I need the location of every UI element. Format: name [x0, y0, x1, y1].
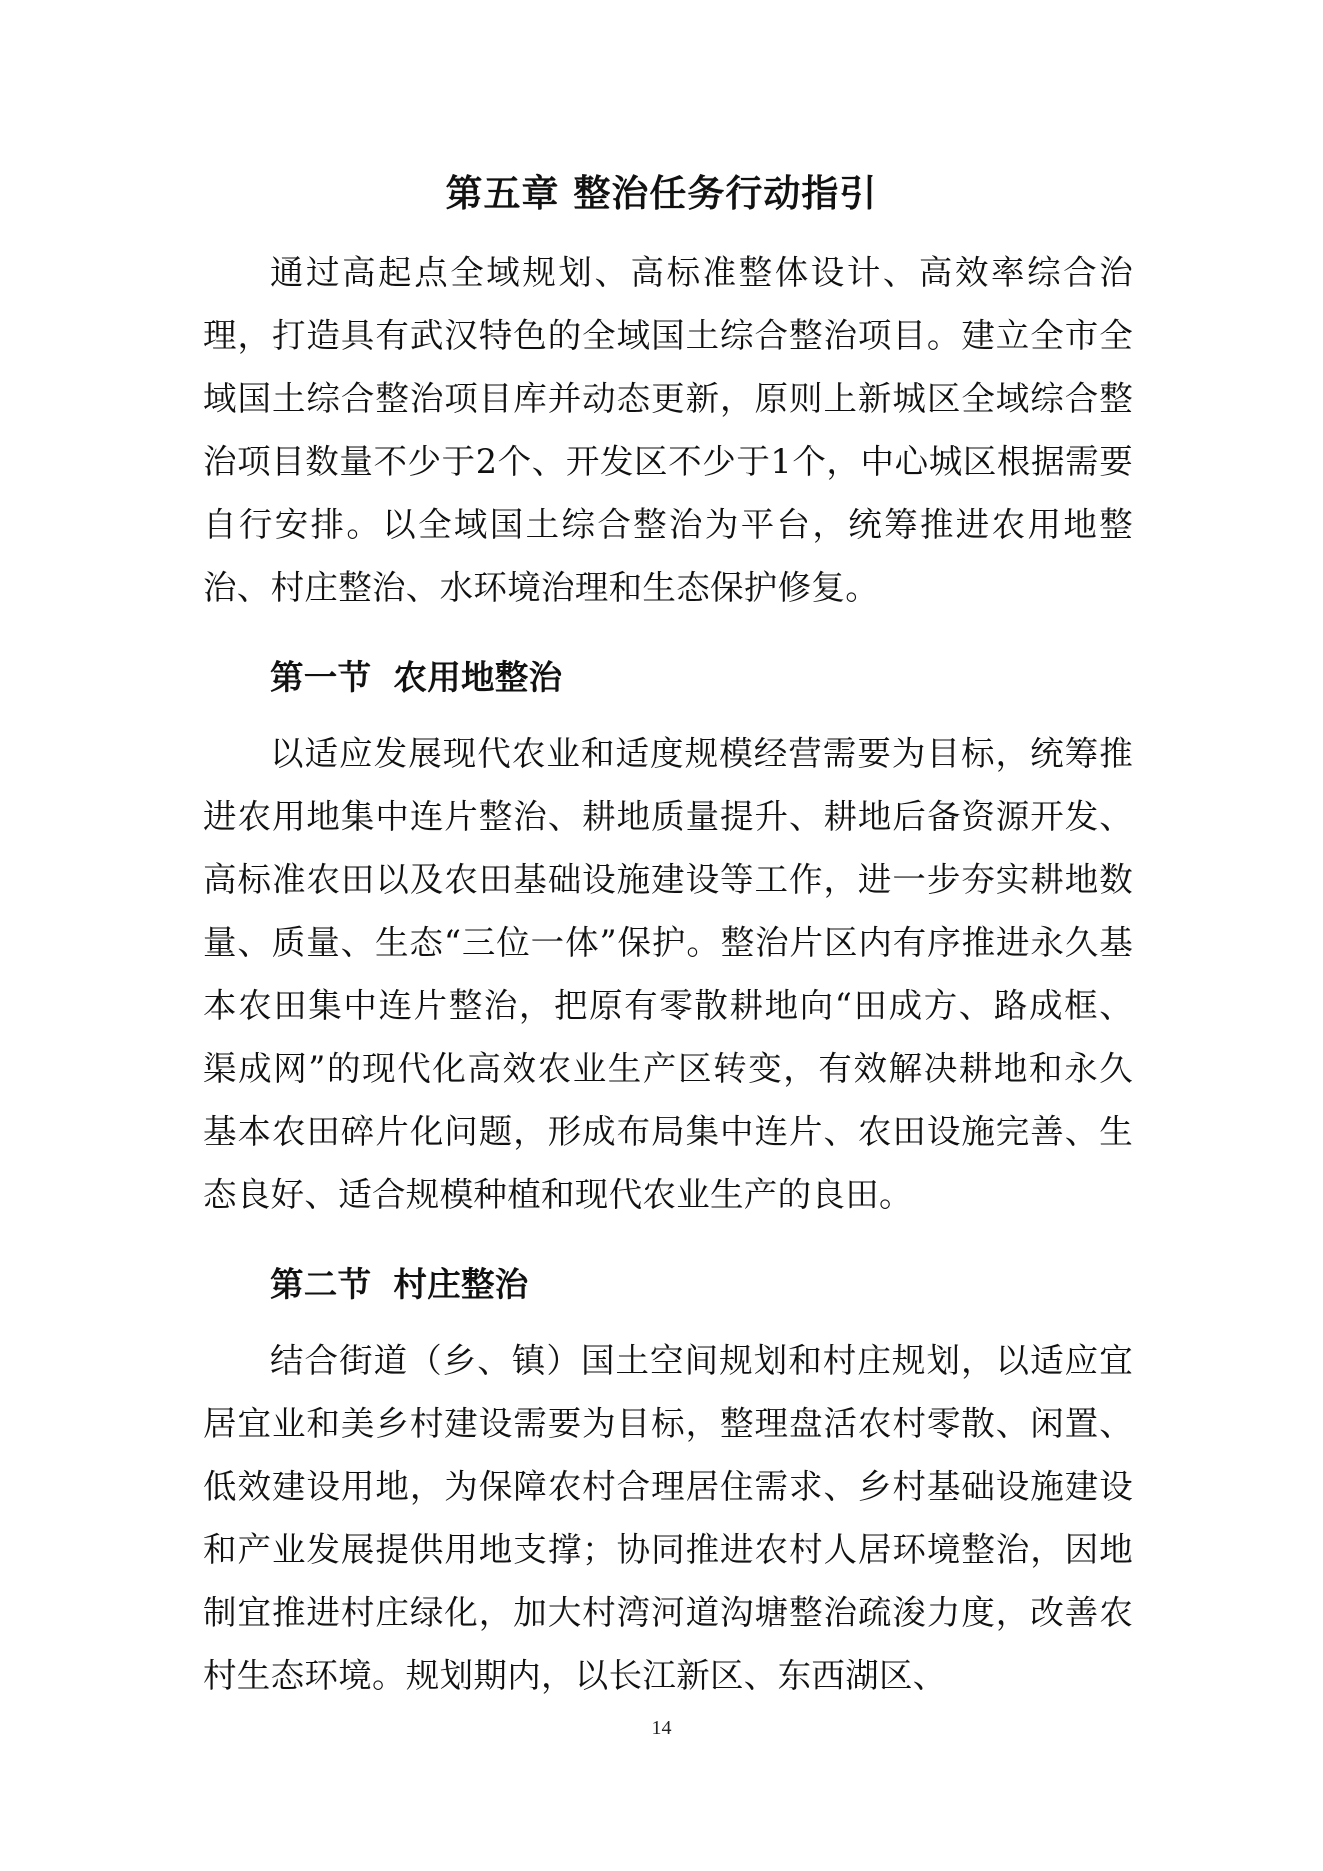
page-number: 14	[651, 1717, 672, 1739]
paragraph-gap	[203, 1226, 1133, 1240]
intro-paragraph: 通过高起点全域规划、高标准整体设计、高效率综合治理，打造具有武汉特色的全域国土综合整治项目。建立全市全域国土综合整治项目库并动态更新，原则上新城区全域综合整治项目数量不少于2个、开发区不少于1个，中心城区根据需要自行安排。以全域国土综合整治为平台，统筹推进农用地整治、村庄整治、水环境治理和生态保护修复。	[203, 253, 1133, 607]
section-heading-1	[203, 633, 1133, 722]
chapter-title: 第五章 整治任务行动指引	[445, 172, 878, 215]
section-paragraph-2: 结合街道（乡、镇）国土空间规划和村庄规划，以适应宜居宜业和美乡村建设需要为目标，整理盘活农村零散、闲置、低效建设用地，为保障农村合理居住需求、乡村基础设施建设和产业发展提供用地支撑；协同推进农村人居环境整治，因地制宜推进村庄绿化，加大村湾河道沟塘整治疏浚力度，改善农村生态环境。规划期内，以长江新区、东西湖区、	[203, 1341, 1133, 1695]
section-title: 农用地整治	[393, 658, 563, 697]
document-body	[203, 241, 1133, 1707]
section-title: 村庄整治	[393, 1265, 529, 1304]
section-paragraph-1: 以适应发展现代农业和适度规模经营需要为目标，统筹推进农用地集中连片整治、耕地质量提升、耕地后备资源开发、高标准农田以及农田基础设施建设等工作，进一步夯实耕地数量、质量、生态“三位一体”保护。整治片区内有序推进永久基本农田集中连片整治，把原有零散耕地向“田成方、路成框、渠成网”的现代化高效农业生产区转变，有效解决耕地和永久基本农田碎片化问题，形成布局集中连片、农田设施完善、生态良好、适合规模种植和现代农业生产的良田。	[203, 734, 1133, 1214]
section-heading-2	[203, 1240, 1133, 1329]
paragraph-gap	[203, 619, 1133, 633]
section-number: 第一节	[270, 658, 372, 697]
section-number: 第二节	[270, 1265, 372, 1304]
